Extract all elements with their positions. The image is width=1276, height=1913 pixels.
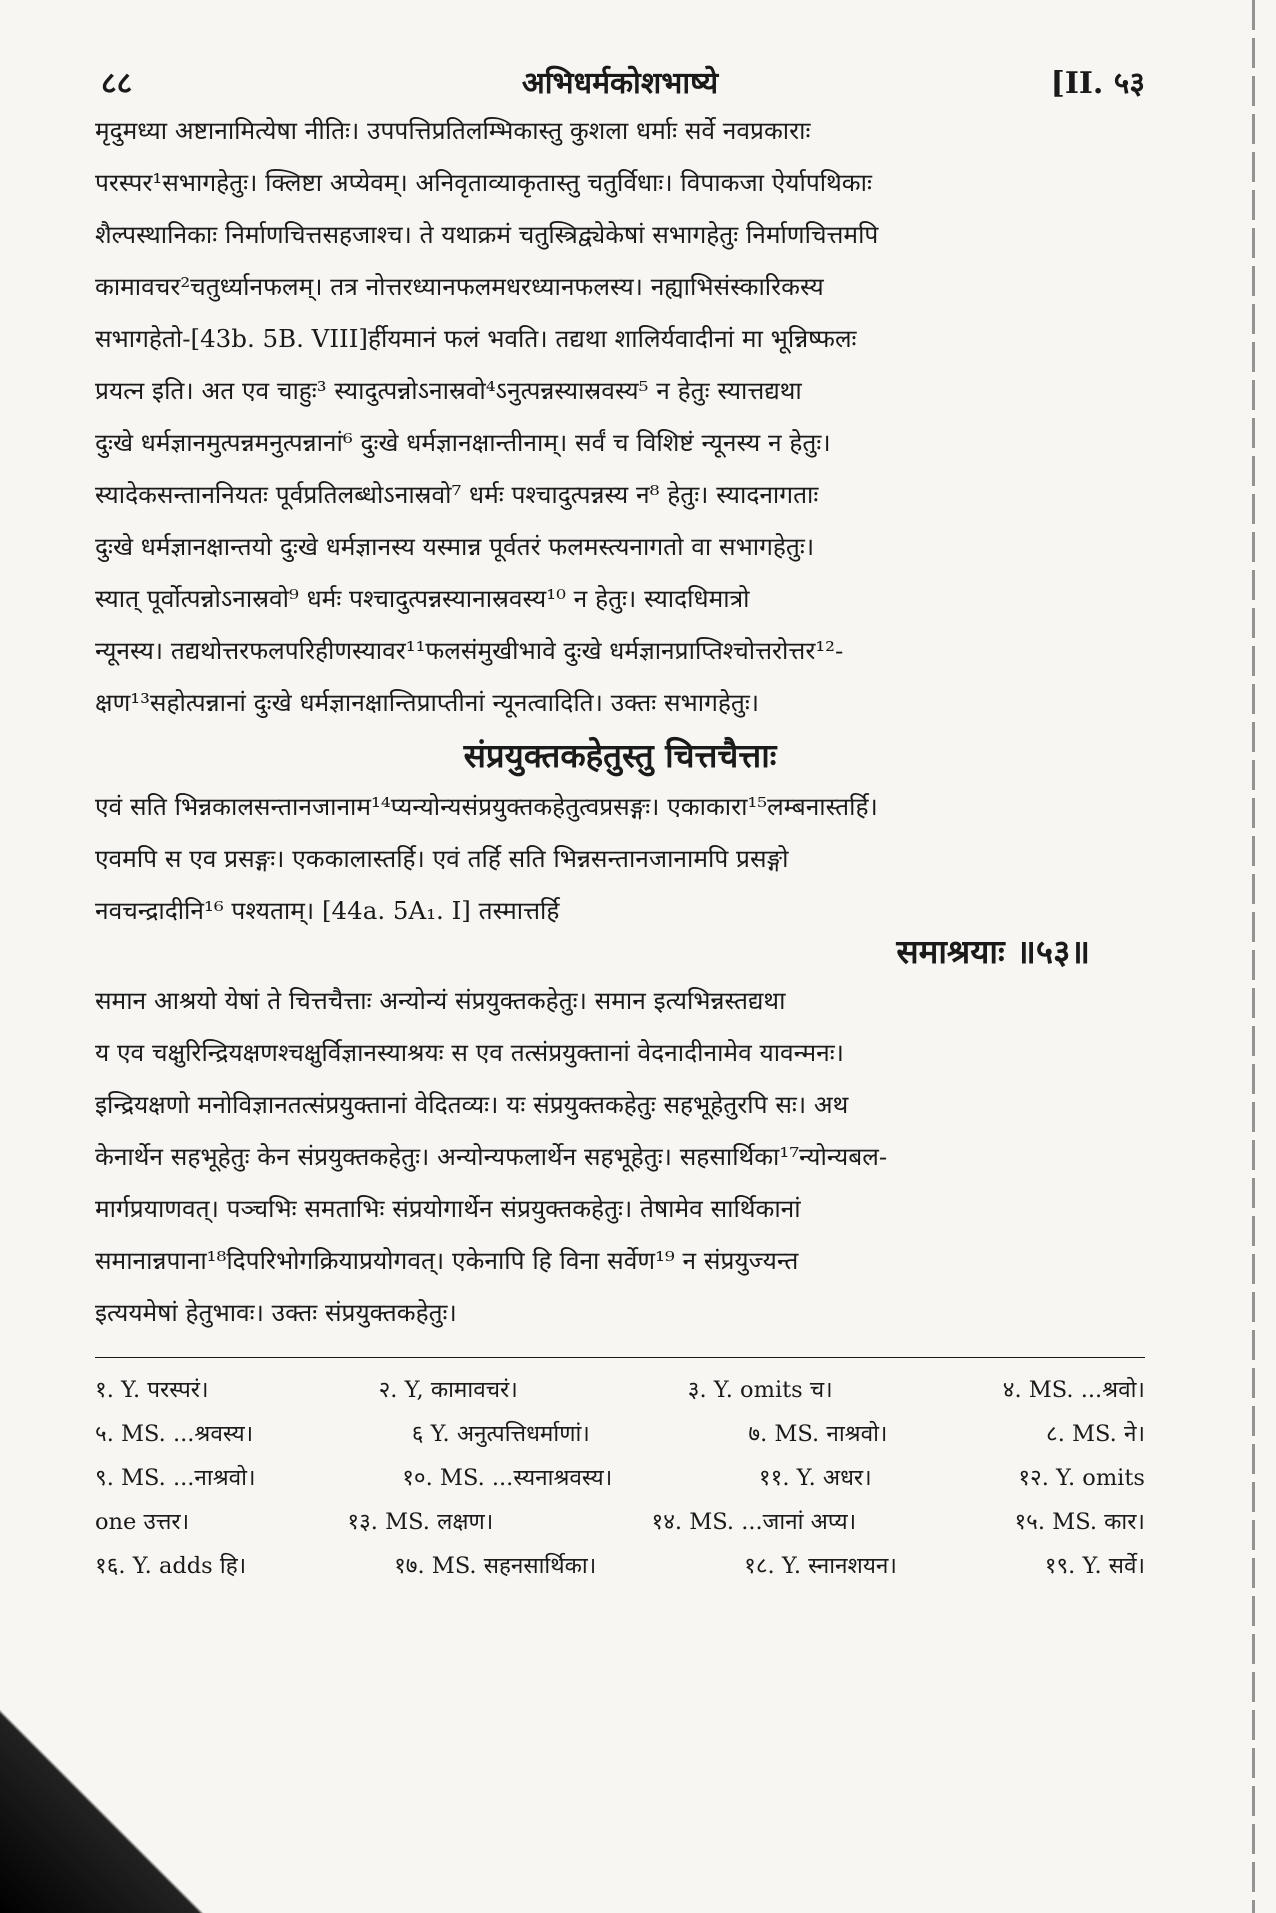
footnote: ३. Y. omits च।: [687, 1377, 833, 1403]
body-top: [95, 105, 1145, 729]
footnote: १३. MS. लक्षण।: [347, 1509, 494, 1535]
text-line: मार्गप्रयाणवत्। पञ्चभिः समताभिः संप्रयोगार्थेन संप्रयुक्तकहेतुः। तेषामेव सार्थिकानां: [95, 1194, 801, 1223]
footnote: ६ Y. अनुत्पत्तिधर्माणां।: [411, 1421, 590, 1447]
footnote: ४. MS. ...श्रवो।: [1002, 1377, 1145, 1403]
text-line: समानान्नपाना¹⁸दिपरिभोगक्रियाप्रयोगवत्। एकेनापि हि विना सर्वेण¹⁹ न संप्रयुज्यन्त: [95, 1246, 799, 1275]
footnote: १८. Y. स्नानशयन।: [744, 1553, 897, 1579]
footnote-rule: [95, 1357, 1145, 1358]
verse-end: समाश्रयाः ॥५३॥: [896, 932, 1090, 971]
text-line: इत्ययमेषां हेतुभावः। उक्तः संप्रयुक्तकहेतुः।: [95, 1298, 457, 1327]
footnote: १०. MS. ...स्यनाश्रवस्य।: [402, 1465, 613, 1491]
running-header: [95, 55, 1145, 105]
footnote-line: [95, 1412, 1145, 1456]
binding-edge: [1252, 0, 1255, 1913]
footnote: १४. MS. ...जानां अप्य।: [651, 1509, 857, 1535]
text-line: न्यूनस्य। तद्यथोत्तरफलपरिहीणस्यावर¹¹फलसंमुखीभावे दुःखे धर्मज्ञानप्राप्तिश्चोत्तरोत्तर¹²-: [95, 636, 844, 665]
footnote-line: [95, 1500, 1145, 1544]
footnote: २. Y, कामावचरं।: [378, 1377, 518, 1403]
page-corner-shadow: [0, 1690, 230, 1913]
running-title: अभिधर्मकोशभाष्ये: [521, 66, 719, 101]
footnote: one उत्तर।: [95, 1509, 190, 1535]
footnote: १७. MS. सहनसार्थिका।: [394, 1553, 597, 1579]
text-line: य एव चक्षुरिन्द्रियक्षणश्चक्षुर्विज्ञानस्याश्रयः स एव तत्संप्रयुक्तानां वेदनादीनामेव यावन्मनः।: [95, 1038, 844, 1067]
page: [95, 55, 1145, 1588]
footnote: ५. MS. ...श्रवस्य।: [95, 1421, 254, 1447]
text-line: नवचन्द्रादीनि¹⁶ पश्यताम्। [44a. 5A₁. I] तस्मात्तर्हि: [95, 896, 560, 925]
footnote: १५. MS. कार।: [1014, 1509, 1145, 1535]
footnote: ११. Y. अधर।: [758, 1465, 872, 1491]
text-line: दुःखे धर्मज्ञानक्षान्तयो दुःखे धर्मज्ञानस्य यस्मान्न पूर्वतरं फलमस्त्यनागतो वा सभागहेतुः।: [95, 532, 815, 561]
text-line: दुःखे धर्मज्ञानमुत्पन्नमनुत्पन्नानां⁶ दुःखे धर्मज्ञानक्षान्तीनाम्। सर्वं च विशिष्टं न्यूनस्य न हेतुः।: [95, 428, 831, 457]
footnote-line: [95, 1544, 1145, 1588]
text-line: इन्द्रियक्षणो मनोविज्ञानतत्संप्रयुक्तानां वेदितव्यः। यः संप्रयुक्तकहेतुः सहभूहेतुरपि सः। अथ: [95, 1090, 849, 1119]
text-line: सभागहेतो-[43b. 5B. VIII]र्हीयमानं फलं भवति। तद्यथा शालिर्यवादीनां मा भून्निष्फलः: [95, 324, 857, 353]
verse-heading: संप्रयुक्तकहेतुस्तु चित्तचैत्ताः: [463, 736, 777, 775]
text-line: परस्पर¹सभागहेतुः। क्लिष्टा अप्येवम्। अनिवृताव्याकृतास्तु चतुर्विधाः। विपाकजा ऐर्यापथिकाः: [95, 168, 872, 197]
text-line: कामावचर²चतुर्ध्यानफलम्। तत्र नोत्तरध्यानफलमधरध्यानफलस्य। नह्याभिसंस्कारिकस्य: [95, 272, 824, 301]
footnotes: [95, 1368, 1145, 1588]
section-reference: [II. ५३: [1050, 66, 1145, 101]
text-line: शैल्पस्थानिकाः निर्माणचित्तसहजाश्च। ते यथाक्रमं चतुस्त्रिद्व्येकेषां सभागहेतुः निर्माणचित्तमपि: [95, 220, 879, 249]
footnote: ८. MS. ने।: [1046, 1421, 1145, 1447]
text-line: स्यात् पूर्वोत्पन्नोऽनास्रवो⁹ धर्मः पश्चादुत्पन्नस्यानास्रवस्य¹⁰ न हेतुः। स्यादधिमात्रो: [95, 584, 750, 613]
footnote: १९. Y. सर्वे।: [1044, 1553, 1145, 1579]
footnote: १६. Y. adds हि।: [95, 1553, 247, 1579]
footnote: ७. MS. नाश्रवो।: [748, 1421, 888, 1447]
body-bottom: [95, 975, 1145, 1339]
footnote-line: [95, 1456, 1145, 1500]
text-line: केनार्थेन सहभूहेतुः केन संप्रयुक्तकहेतुः। अन्योन्यफलार्थेन सहभूहेतुः। सहसार्थिका¹⁷न्योन्यबल-: [95, 1142, 888, 1171]
page-number: ८८: [101, 66, 133, 101]
text-line: प्रयत्न इति। अत एव चाहुः³ स्यादुत्पन्नोऽनास्रवो⁴ऽनुत्पन्नस्यास्रवस्य⁵ न हेतुः स्यात्तद्यथा: [95, 376, 802, 405]
text-line: स्यादेकसन्ताननियतः पूर्वप्रतिलब्धोऽनास्रवो⁷ धर्मः पश्चादुत्पन्नस्य न⁸ हेतुः। स्यादनागताः: [95, 480, 819, 509]
text-line: क्षण¹³सहोत्पन्नानां दुःखे धर्मज्ञानक्षान्तिप्राप्तीनां न्यूनत्वादिति। उक्तः सभागहेतुः।: [95, 688, 760, 717]
text-line: एवमपि स एव प्रसङ्गः। एककालास्तर्हि। एवं तर्हि सति भिन्नसन्तानजानामपि प्रसङ्गो: [95, 844, 789, 873]
text-line: मृदुमध्या अष्टानामित्येषा नीतिः। उपपत्तिप्रतिलम्भिकास्तु कुशला धर्माः सर्वे नवप्रकाराः: [95, 116, 811, 145]
body-middle: [95, 781, 1145, 937]
text-line: एवं सति भिन्नकालसन्तानजानाम¹⁴प्यन्योन्यसंप्रयुक्तकहेतुत्वप्रसङ्गः। एकाकारा¹⁵लम्बनास्तर्हि।: [95, 792, 878, 821]
footnote-line: [95, 1368, 1145, 1412]
footnote: १२. Y. omits: [1018, 1465, 1145, 1491]
footnote: १. Y. परस्परं।: [95, 1377, 209, 1403]
text-line: समान आश्रयो येषां ते चित्तचैत्ताः अन्योन्यं संप्रयुक्तकहेतुः। समान इत्यभिन्नस्तद्यथा: [95, 986, 786, 1015]
footnote: ९. MS. ...नाश्रवो।: [95, 1465, 256, 1491]
